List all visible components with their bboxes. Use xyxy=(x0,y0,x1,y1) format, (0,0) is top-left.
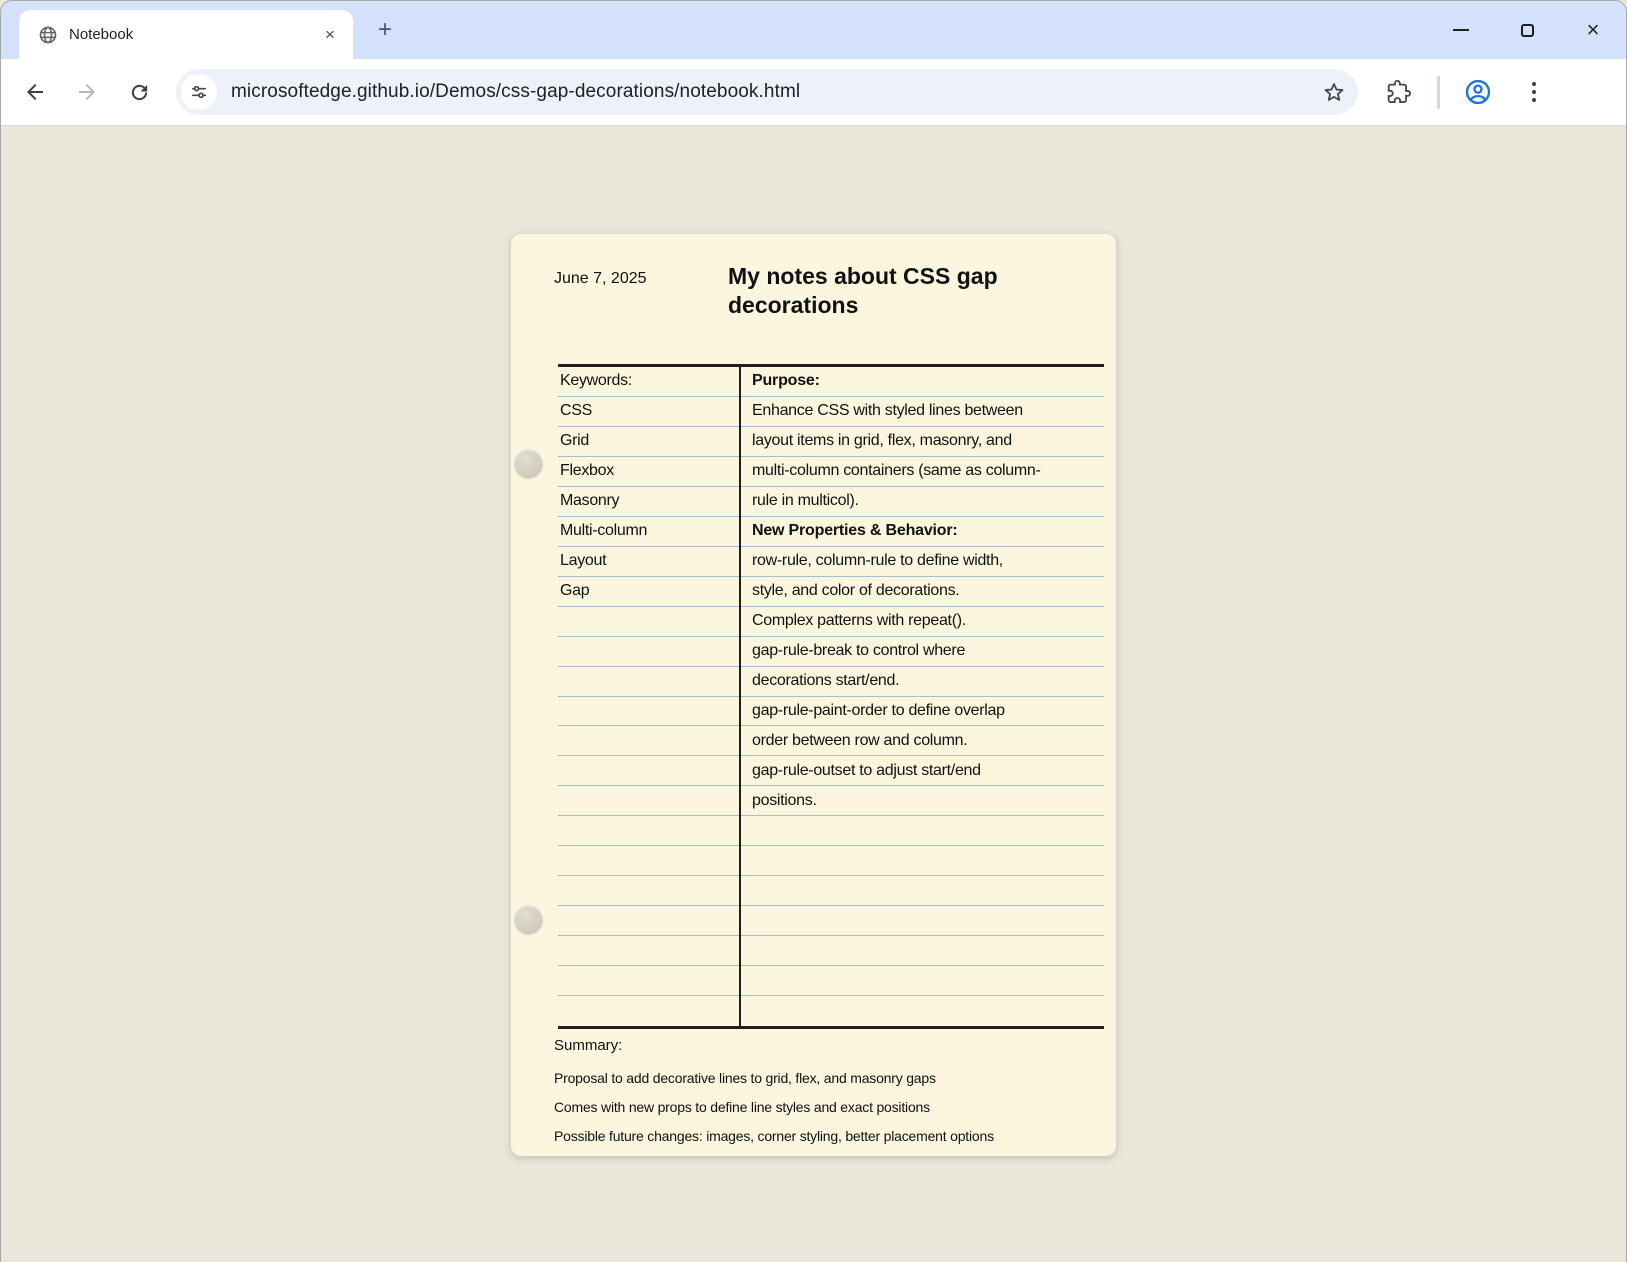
note-date: June 7, 2025 xyxy=(554,270,647,287)
browser-toolbar xyxy=(1,59,1626,126)
table-row: Keywords: xyxy=(558,367,739,397)
table-row: Enhance CSS with styled lines between xyxy=(741,397,1104,427)
table-row: multi-column containers (same as column- xyxy=(741,457,1104,487)
table-row: layout items in grid, flex, masonry, and xyxy=(741,427,1104,457)
forward-arrow-icon xyxy=(75,80,99,104)
page-title: My notes about CSS gap decorations xyxy=(728,263,998,319)
globe-favicon-icon xyxy=(38,25,58,45)
tune-icon xyxy=(189,82,209,102)
summary-line: Possible future changes: images, corner styling, better placement options xyxy=(554,1128,994,1144)
minimize-icon xyxy=(1453,29,1469,31)
site-settings-chip[interactable] xyxy=(181,74,217,110)
url-text[interactable]: microsoftedge.github.io/Demos/css-gap-decorations/notebook.html xyxy=(231,81,801,102)
extensions-button[interactable] xyxy=(1386,79,1412,105)
maximize-icon xyxy=(1521,24,1534,37)
table-row-empty xyxy=(558,996,739,1026)
table-row-empty xyxy=(558,756,739,786)
profile-avatar-icon xyxy=(1464,78,1492,106)
summary-label: Summary: xyxy=(554,1037,623,1054)
table-row-empty xyxy=(558,906,739,936)
table-row: style, and color of decorations. xyxy=(741,577,1104,607)
tab-notebook[interactable] xyxy=(19,10,353,59)
table-row: Purpose: xyxy=(741,367,1104,397)
table-row-empty xyxy=(741,846,1104,876)
table-row-empty xyxy=(558,966,739,996)
table-row-empty xyxy=(741,996,1104,1026)
profile-button[interactable] xyxy=(1464,78,1492,106)
reload-button[interactable] xyxy=(119,72,159,112)
maximize-button[interactable] xyxy=(1494,1,1560,59)
table-row: Grid xyxy=(558,427,739,457)
tab-strip xyxy=(1,1,1626,59)
minimize-button[interactable] xyxy=(1428,1,1494,59)
close-icon: × xyxy=(1586,17,1600,42)
page-viewport xyxy=(1,126,1626,1262)
table-row-empty xyxy=(558,816,739,846)
toolbar-divider xyxy=(1437,76,1440,109)
extensions-puzzle-icon xyxy=(1386,79,1412,105)
summary-line: Proposal to add decorative lines to grid, flex, and masonry gaps xyxy=(554,1070,936,1086)
keywords-column xyxy=(558,367,741,1026)
table-row: order between row and column. xyxy=(741,726,1104,756)
table-row: Gap xyxy=(558,577,739,607)
table-row: gap-rule-break to control where xyxy=(741,637,1104,667)
table-row: row-rule, column-rule to define width, xyxy=(741,547,1104,577)
address-bar[interactable] xyxy=(176,69,1358,115)
table-row: Masonry xyxy=(558,487,739,517)
table-row-empty xyxy=(741,816,1104,846)
table-row-empty xyxy=(558,786,739,816)
kebab-dot xyxy=(1532,90,1536,94)
table-row-empty xyxy=(741,906,1104,936)
summary-line: Comes with new props to define line styles and exact positions xyxy=(554,1099,930,1115)
back-button[interactable] xyxy=(15,72,55,112)
table-row: CSS xyxy=(558,397,739,427)
table-row-empty xyxy=(558,726,739,756)
reload-icon xyxy=(128,81,151,104)
hole-punch xyxy=(514,905,543,934)
table-row-empty xyxy=(558,637,739,667)
menu-button[interactable] xyxy=(1521,79,1547,105)
notes-column xyxy=(741,367,1104,1026)
kebab-dot xyxy=(1532,98,1536,102)
table-row: decorations start/end. xyxy=(741,667,1104,697)
summary-lines xyxy=(554,1070,1094,1144)
table-row-empty xyxy=(558,697,739,727)
notebook-card xyxy=(511,234,1116,1156)
table-row-empty xyxy=(558,876,739,906)
tab-close-icon[interactable]: × xyxy=(325,24,335,44)
bookmark-star-button[interactable] xyxy=(1322,80,1346,104)
close-button[interactable] xyxy=(1560,1,1626,59)
forward-button[interactable] xyxy=(67,72,107,112)
table-row: New Properties & Behavior: xyxy=(741,517,1104,547)
table-row: Multi-column xyxy=(558,517,739,547)
back-arrow-icon xyxy=(23,80,47,104)
kebab-dot xyxy=(1532,82,1536,86)
table-row-empty xyxy=(741,936,1104,966)
table-row: gap-rule-outset to adjust start/end xyxy=(741,756,1104,786)
table-row-empty xyxy=(558,667,739,697)
star-icon xyxy=(1322,80,1346,104)
table-row: Flexbox xyxy=(558,457,739,487)
window-controls xyxy=(1428,1,1626,59)
table-row: Complex patterns with repeat(). xyxy=(741,607,1104,637)
table-row: rule in multicol). xyxy=(741,487,1104,517)
table-row: gap-rule-paint-order to define overlap xyxy=(741,697,1104,727)
summary-section xyxy=(554,1037,1094,1157)
table-row-empty xyxy=(741,966,1104,996)
hole-punch xyxy=(514,449,543,478)
table-row-empty xyxy=(741,876,1104,906)
table-row: Layout xyxy=(558,547,739,577)
table-row-empty xyxy=(558,607,739,637)
new-tab-button[interactable]: + xyxy=(377,16,392,43)
table-row-empty xyxy=(558,846,739,876)
table-row: positions. xyxy=(741,786,1104,816)
notes-table xyxy=(558,364,1104,1029)
table-row-empty xyxy=(558,936,739,966)
tab-title: Notebook xyxy=(69,26,134,43)
